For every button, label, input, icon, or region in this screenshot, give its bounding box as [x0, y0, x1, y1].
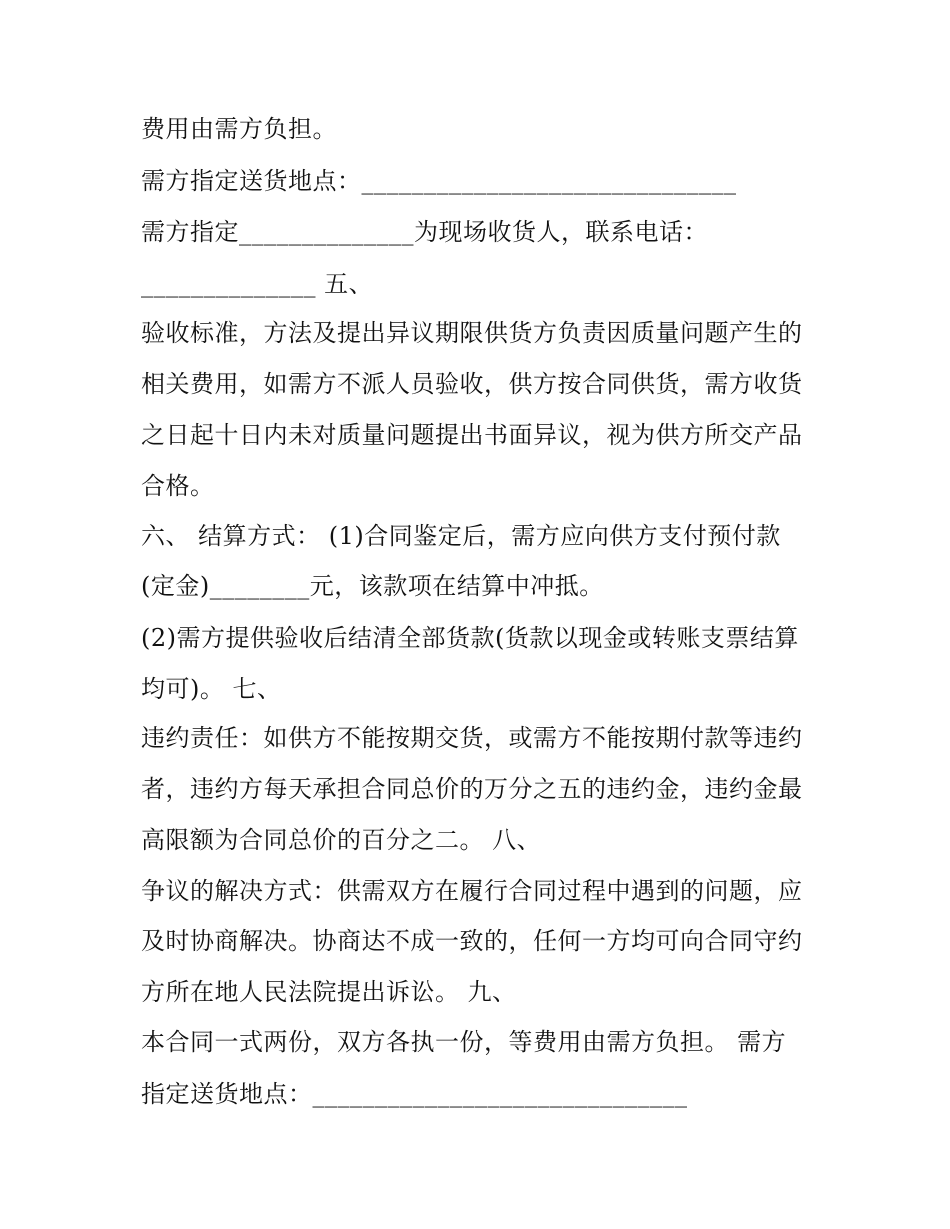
text-line: ______________ 五、 [141, 270, 374, 298]
text-line: 违约责任：如供方不能按期交货，或需方不能按期付款等违约 [141, 724, 803, 752]
text-line: 之日起十日内未对质量问题提出书面异议，视为供方所交产品 [141, 421, 803, 449]
text-line: 均可)。 七、 [141, 675, 282, 703]
text-line: 及时协商解决。协商达不成一致的，任何一方均可向合同守约 [141, 927, 803, 955]
text-line: 高限额为合同总价的百分之二。 八、 [141, 826, 542, 854]
text-line: 指定送货地点：______________________________ [141, 1080, 688, 1108]
text-line: 需方指定送货地点：______________________________ [141, 167, 737, 195]
text-line: 方所在地人民法院提出诉讼。 九、 [141, 978, 517, 1006]
text-line: 六、 结算方式： (1)合同鉴定后，需方应向供方支付预付款 [141, 522, 781, 550]
text-line: 争议的解决方式：供需双方在履行合同过程中遇到的问题，应 [141, 877, 803, 905]
text-line: 相关费用，如需方不派人员验收，供方按合同供货，需方收货 [141, 370, 803, 398]
text-line: (定金)________元，该款项在结算中冲抵。 [141, 572, 604, 600]
text-line: 验收标准，方法及提出异议期限供货方负责因质量问题产生的 [141, 319, 803, 347]
text-line: 需方指定______________为现场收货人，联系电话： [141, 218, 708, 246]
text-line: (2)需方提供验收后结清全部货款(货款以现金或转账支票结算 [141, 624, 799, 652]
text-line: 合格。 [141, 472, 215, 500]
text-line: 者，违约方每天承担合同总价的万分之五的违约金，违约金最 [141, 775, 803, 803]
text-line: 本合同一式两份，双方各执一份，等费用由需方负担。 需方 [141, 1028, 787, 1056]
text-line: 费用由需方负担。 [141, 115, 337, 143]
